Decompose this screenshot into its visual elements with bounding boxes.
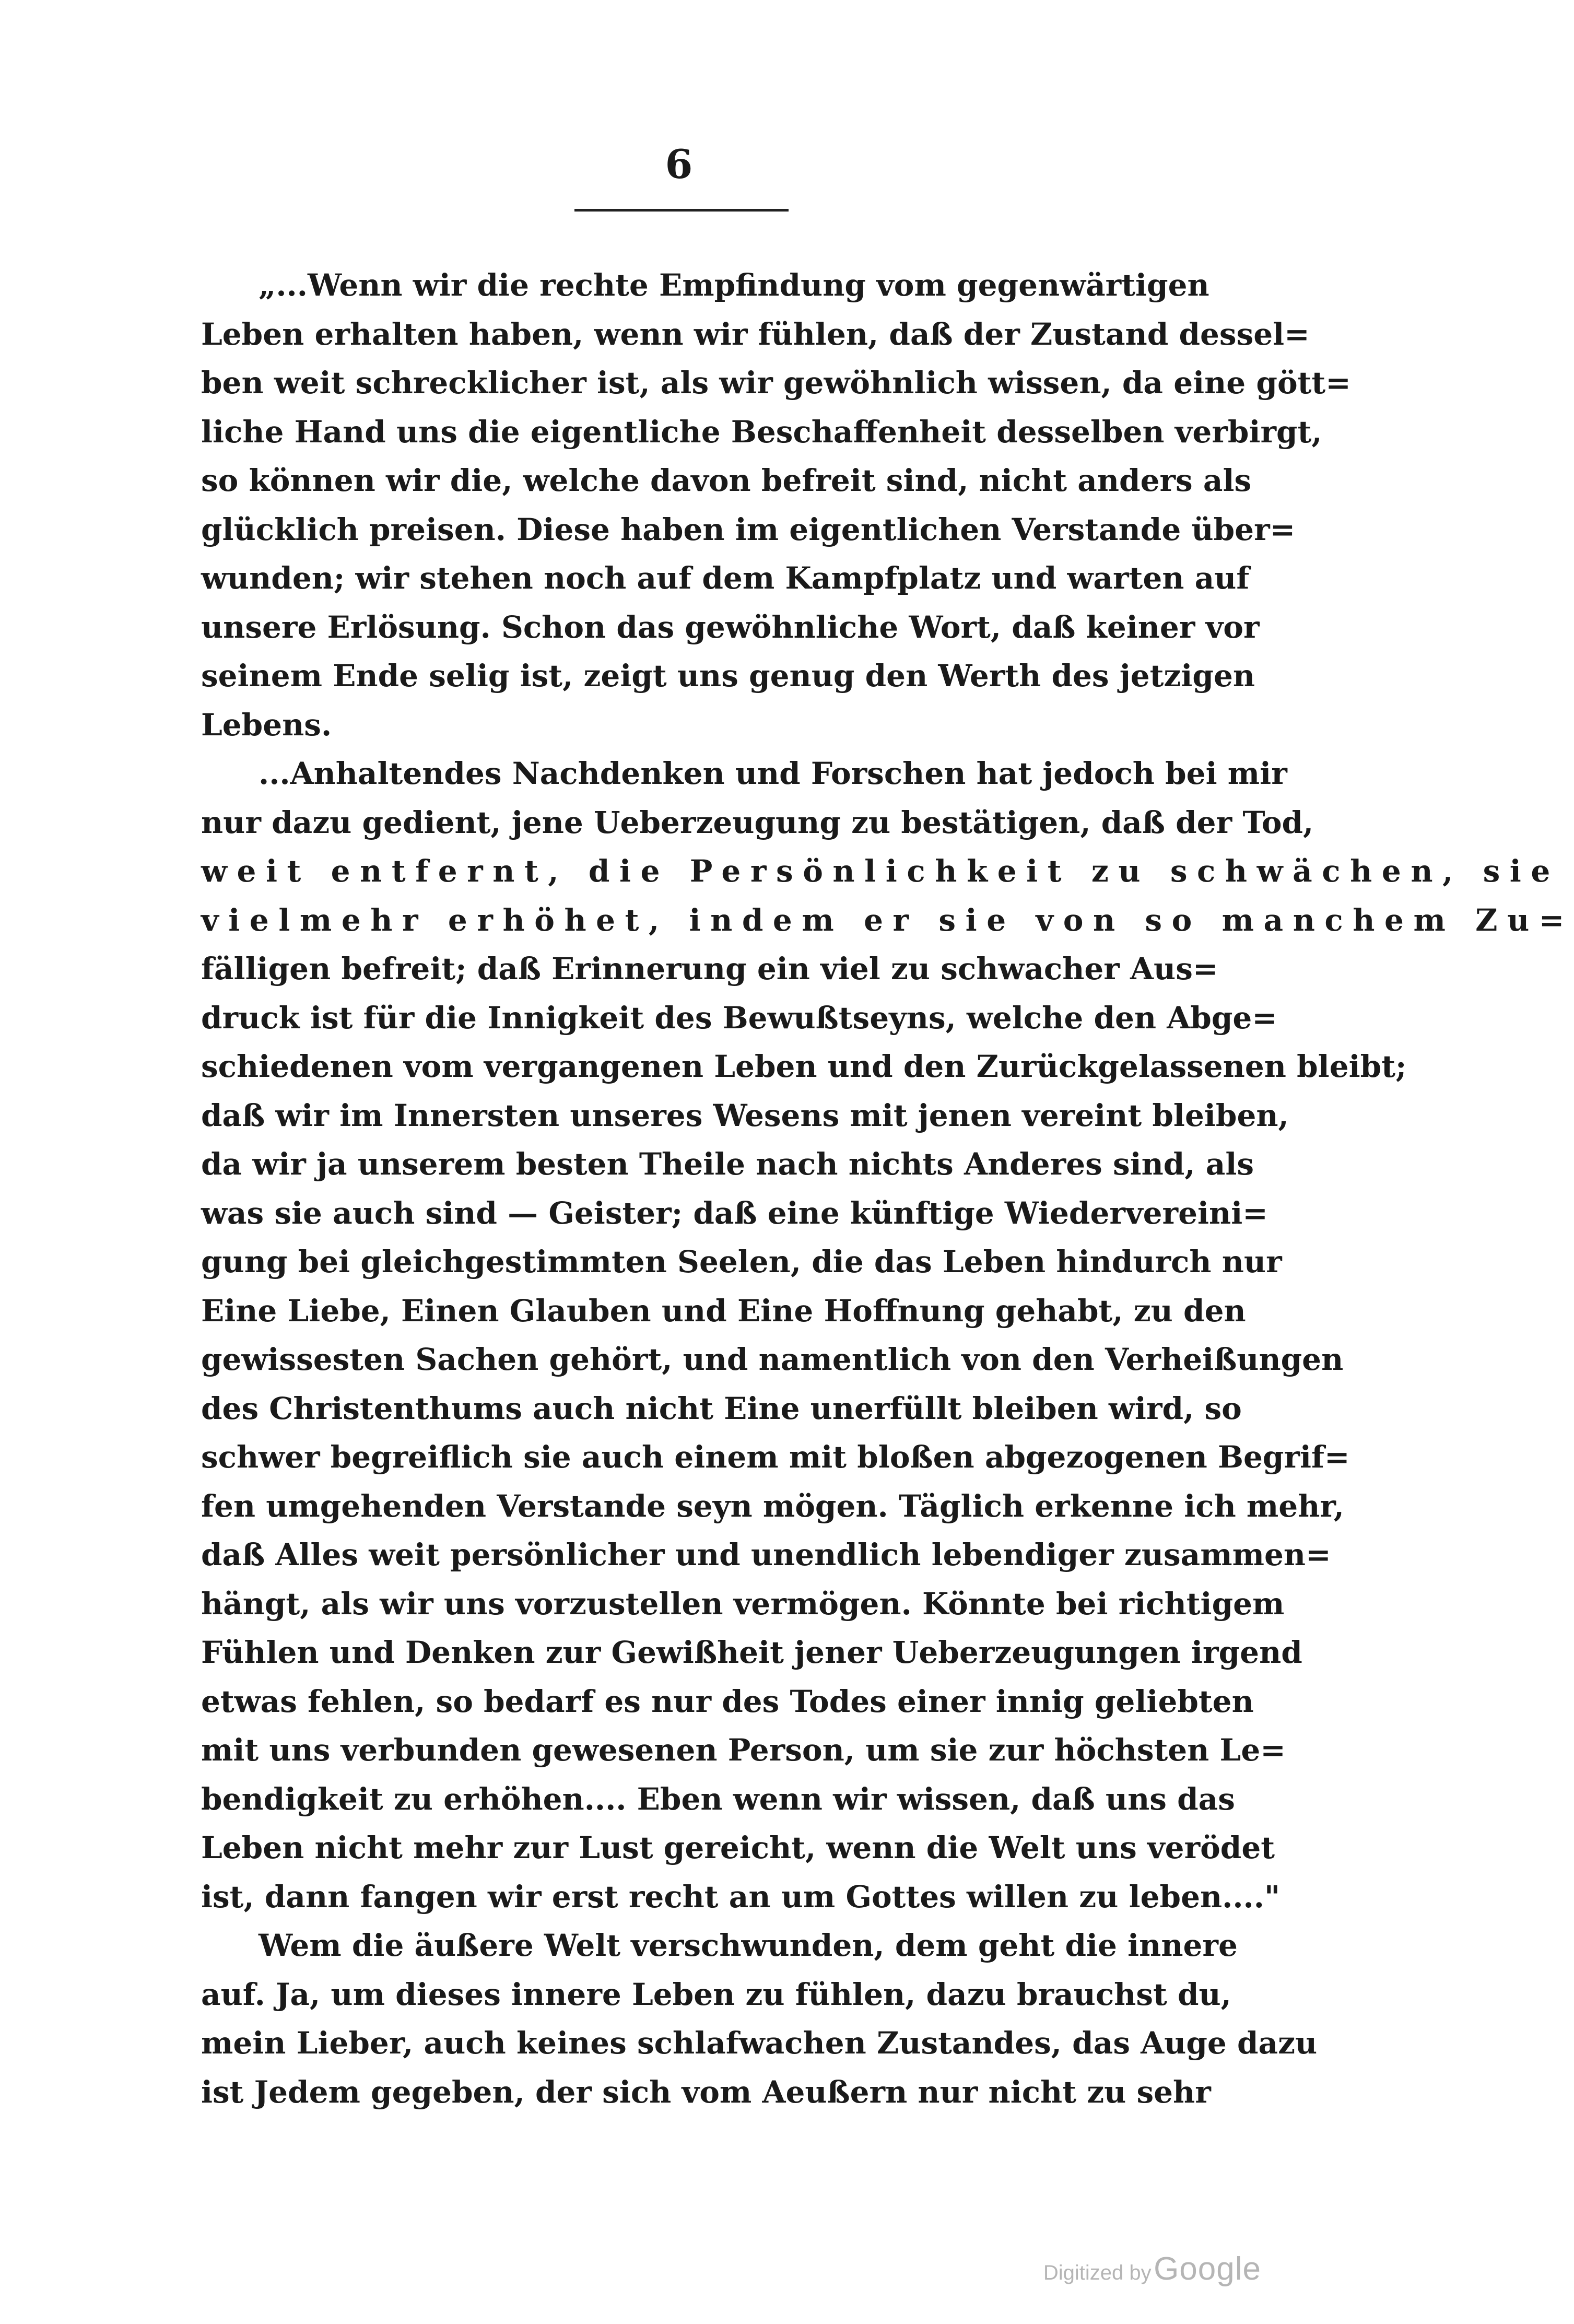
text-line: nur dazu gedient, jene Ueberzeugung zu bestätigen, daß der Tod,	[201, 804, 1314, 840]
text-line: unsere Erlösung. Schon das gewöhnliche Wort, daß keiner vor	[201, 609, 1260, 645]
text-line: des Christenthums auch nicht Eine unerfüllt bleiben wird, so	[201, 1390, 1242, 1426]
text-line: „...Wenn wir die rechte Empfindung vom gegenwärtigen	[259, 267, 1209, 303]
text-line: mein Lieber, auch keines schlafwachen Zustandes, das Auge dazu	[201, 2025, 1318, 2061]
text-line: seinem Ende selig ist, zeigt uns genug den Werth des jetzigen	[201, 658, 1255, 694]
watermark-prefix: Digitized by	[1043, 2261, 1152, 2284]
text-line: da wir ja unserem besten Theile nach nichts Anderes sind, als	[201, 1146, 1254, 1182]
body-text	[201, 261, 1574, 2117]
text-line: fen umgehenden Verstande seyn mögen. Täglich erkenne ich mehr,	[201, 1488, 1344, 1524]
text-line: auf. Ja, um dieses innere Leben zu fühlen, dazu brauchst du,	[201, 1976, 1231, 2012]
text-line: glücklich preisen. Diese haben im eigentlichen Verstande über=	[201, 511, 1296, 547]
text-line: hängt, als wir uns vorzustellen vermögen. Könnte bei richtigem	[201, 1586, 1285, 1622]
watermark-brand: Google	[1154, 2251, 1261, 2287]
text-line: Leben nicht mehr zur Lust gereicht, wenn die Welt uns verödet	[201, 1830, 1275, 1865]
text-line: so können wir die, welche davon befreit sind, nicht anders als	[201, 463, 1252, 498]
text-line: ...Anhaltendes Nachdenken und Forschen hat jedoch bei mir	[259, 756, 1287, 791]
text-line: schiedenen vom vergangenen Leben und den Zurückgelassenen bleibt;	[201, 1049, 1407, 1084]
text-line: ben weit schrecklicher ist, als wir gewöhnlich wissen, da eine gött=	[201, 365, 1351, 401]
text-line: ist, dann fangen wir erst recht an um Gottes willen zu leben...."	[201, 1879, 1281, 1915]
text-line: daß Alles weit persönlicher und unendlich lebendiger zusammen=	[201, 1537, 1331, 1572]
text-line: Wem die äußere Welt verschwunden, dem geht die innere	[259, 1928, 1238, 1963]
text-line: schwer begreiflich sie auch einem mit bloßen abgezogenen Begrif=	[201, 1439, 1350, 1475]
text-line: fälligen befreit; daß Erinnerung ein viel zu schwacher Aus=	[201, 951, 1218, 987]
text-line: daß wir im Innersten unseres Wesens mit jenen vereint bleiben,	[201, 1097, 1289, 1133]
text-line: Fühlen und Denken zur Gewißheit jener Ueberzeugungen irgend	[201, 1635, 1302, 1670]
text-line: weit entfernt, die Persönlichkeit zu schwächen, sie	[201, 853, 1560, 889]
text-line: gung bei gleichgestimmten Seelen, die das Leben hindurch nur	[201, 1244, 1282, 1280]
text-line: vielmehr erhöhet, indem er sie von so manchem Zu=	[201, 902, 1574, 938]
text-line: etwas fehlen, so bedarf es nur des Todes einer innig geliebten	[201, 1683, 1254, 1719]
text-line: Eine Liebe, Einen Glauben und Eine Hoffnung gehabt, zu den	[201, 1293, 1246, 1329]
text-line: liche Hand uns die eigentliche Beschaffenheit desselben verbirgt,	[201, 414, 1322, 450]
text-line: ist Jedem gegeben, der sich vom Aeußern nur nicht zu sehr	[201, 2074, 1211, 2110]
text-line: bendigkeit zu erhöhen.... Eben wenn wir wissen, daß uns das	[201, 1781, 1235, 1817]
text-line: Leben erhalten haben, wenn wir fühlen, daß der Zustand dessel=	[201, 316, 1310, 352]
header-rule	[574, 209, 789, 212]
text-line: mit uns verbunden gewesenen Person, um sie zur höchsten Le=	[201, 1732, 1286, 1768]
page-number: 6	[665, 141, 693, 187]
text-line: Lebens.	[201, 707, 332, 743]
text-line: druck ist für die Innigkeit des Bewußtseyns, welche den Abge=	[201, 1000, 1277, 1036]
digitized-watermark	[1043, 2250, 1261, 2287]
text-line: was sie auch sind — Geister; daß eine künftige Wiedervereini=	[201, 1195, 1268, 1231]
text-line: gewissesten Sachen gehört, und namentlich von den Verheißungen	[201, 1342, 1344, 1377]
text-line: wunden; wir stehen noch auf dem Kampfplatz und warten auf	[201, 560, 1250, 596]
